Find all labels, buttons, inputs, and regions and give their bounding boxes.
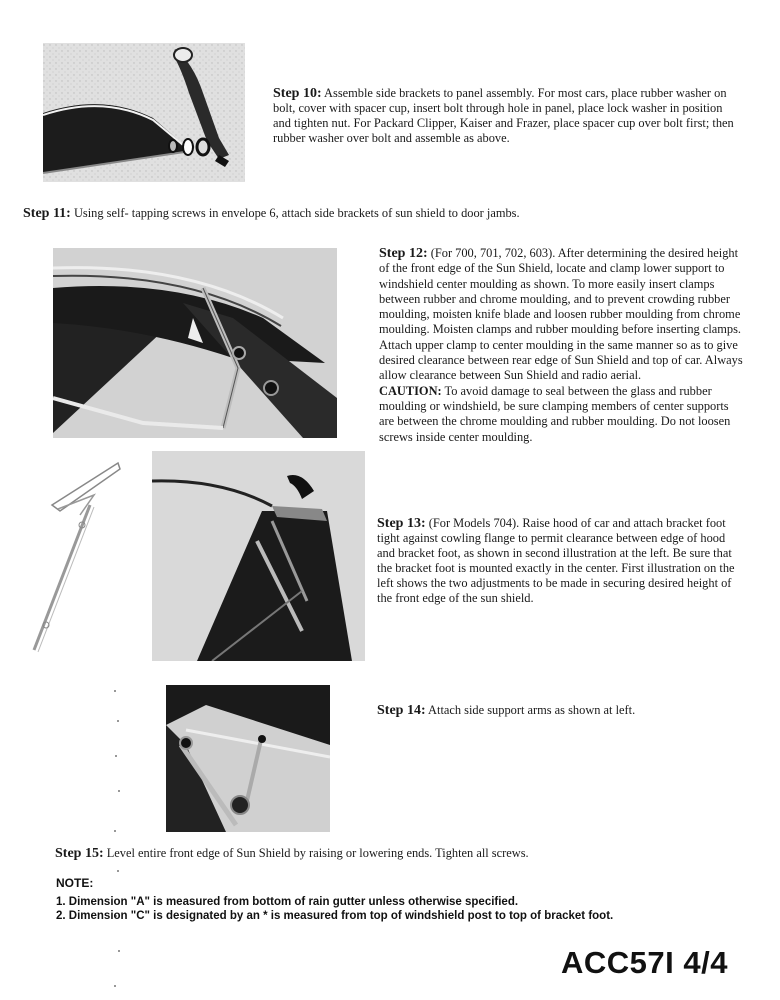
step-14-paragraph [377, 703, 743, 718]
step-11-paragraph [23, 206, 723, 221]
hood-bracket-illustration [152, 451, 365, 661]
photo-step14-side-support-arms [166, 685, 330, 832]
step-15-text: Level entire front edge of Sun Shield by raising or lowering ends. Tighten all screws. [106, 846, 529, 860]
caution-text: To avoid damage to seal between the glass and rubber moulding or windshield, be sure clamping members of center supports are between the chrome moulding and rubber moulding. Do not loosen screws inside center moulding. [379, 383, 731, 444]
step-10-label: Step 10: [273, 86, 322, 101]
note-item-1: 1. Dimension "A" is measured from bottom of rain gutter unless otherwise specified. [56, 896, 519, 908]
side-support-arms-illustration [166, 685, 330, 832]
step-11-text: Using self- tapping screws in envelope 6, attach side brackets of sun shield to door jambs. [73, 206, 520, 220]
step-12-text: (For 700, 701, 702, 603). After determining the desired height of the front edge of the Sun Shield, locate and clamp lower support to windshield center moulding as shown. To more easily insert clamps between rubber and chrome moulding, and to prevent crowding rubber moulding, moisten knife blade and loosen rubber moulding from chrome moulding. Moisten clamps and rubber moulding before inserting clamps. Attach upper clamp to center moulding in the same manner so as to give desired clearance between rear edge of Sun Shield and top of car. Always allow clearance between Sun Shield and radio aerial. [379, 246, 743, 383]
bracket-arm-sketch [20, 455, 130, 660]
step-10-text: Assemble side brackets to panel assembly. For most cars, place rubber washer on bolt, cover with spacer cup, insert bolt through hole in panel, place lock washer in position and tighten nut. For Packard Clipper, Kaiser and Frazer, place spacer cup over bolt first; then rubber washer over bolt and assemble as above. [273, 86, 734, 145]
bracket-assembly-illustration [43, 43, 245, 182]
step-12-paragraph [379, 246, 743, 445]
photo-step10-bracket-assembly [43, 43, 245, 182]
step-14-label: Step 14: [377, 703, 426, 718]
step-13-label: Step 13: [377, 516, 426, 531]
caution-label: CAUTION: [379, 383, 442, 398]
scan-artifact-speckles [112, 680, 124, 1000]
note-block [56, 876, 746, 922]
step-10-paragraph [273, 86, 743, 146]
step-13-paragraph [377, 516, 743, 606]
photo-step12-center-support [53, 248, 337, 438]
note-title: NOTE: [56, 876, 94, 890]
step-13-text: (For Models 704). Raise hood of car and attach bracket foot tight against cowling flange to permit clearance between edge of hood and bracket foot, as shown in second illustration at the left. Be sure that the bracket foot is mounted exactly in the center. First illustration on the left shows the two adjustments to be made in securing desired height of the front edge of the sun shield. [377, 516, 735, 605]
sketch-step13-bracket-arm [20, 455, 130, 660]
step-12-label: Step 12: [379, 246, 428, 261]
step-15-label: Step 15: [55, 846, 104, 861]
photo-step13-hood-bracket [152, 451, 365, 661]
step-14-text: Attach side support arms as shown at left. [428, 703, 636, 717]
step-15-paragraph [55, 846, 745, 861]
center-support-illustration [53, 248, 337, 438]
note-item-2: 2. Dimension "C" is designated by an * is measured from top of windshield post to top of bracket foot. [56, 910, 614, 922]
step-11-label: Step 11: [23, 206, 71, 221]
document-id: ACC57I 4/4 [561, 945, 728, 980]
